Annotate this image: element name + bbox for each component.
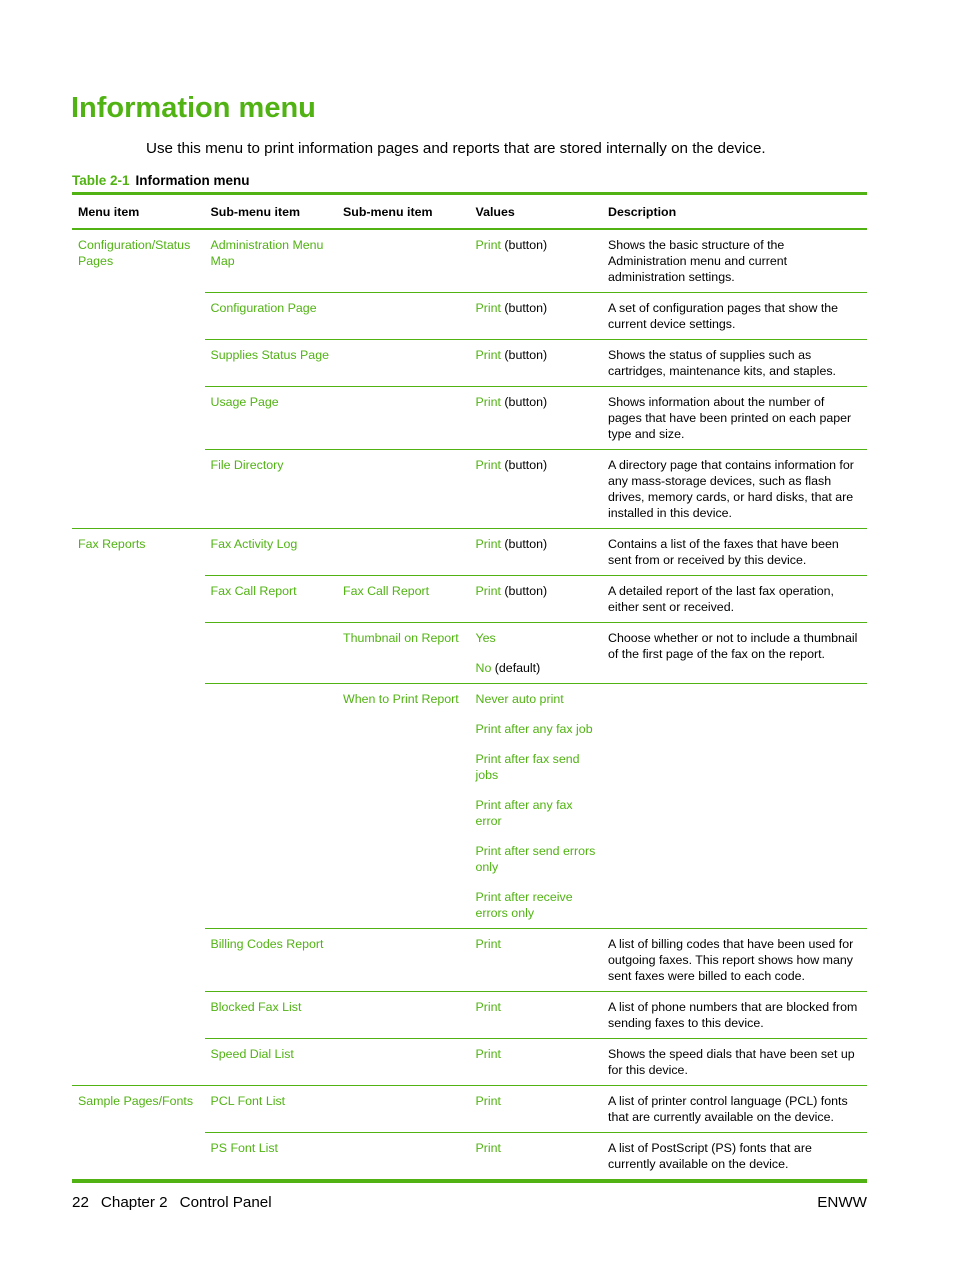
header-values: Values xyxy=(475,205,515,219)
value-option xyxy=(476,751,597,783)
table-header-row xyxy=(72,194,867,230)
description-cell xyxy=(602,684,867,929)
description-cell: Shows the speed dials that have been set up for this device. xyxy=(602,1039,867,1086)
value-link[interactable]: Print xyxy=(475,537,501,551)
sub-menu-item-2-cell[interactable] xyxy=(337,1039,470,1086)
menu-item-cell[interactable]: Fax Reports xyxy=(72,529,205,576)
description-cell: A list of printer control language (PCL) fonts that are currently available on the device. xyxy=(602,1086,867,1133)
values-cell xyxy=(470,576,603,623)
menu-item-cell[interactable] xyxy=(72,623,205,684)
description-cell: A set of configuration pages that show the current device settings. xyxy=(602,293,867,340)
value-option xyxy=(476,347,597,363)
value-note: (button) xyxy=(500,348,548,362)
table-title: Information menu xyxy=(135,173,250,188)
values-cell xyxy=(470,684,603,929)
value-option xyxy=(476,936,597,952)
sub-menu-item-cell[interactable]: Administration Menu Map xyxy=(210,238,324,268)
information-menu-table xyxy=(72,192,867,1183)
sub-menu-item-2-cell[interactable]: Fax Call Report xyxy=(337,576,470,623)
menu-item-cell[interactable] xyxy=(72,340,205,387)
page-number: 22 xyxy=(72,1194,89,1211)
table-caption xyxy=(72,172,250,190)
value-option xyxy=(476,1093,597,1109)
sub-menu-item-2-cell[interactable]: When to Print Report xyxy=(337,684,470,929)
value-option xyxy=(476,1046,597,1062)
table-row xyxy=(72,229,867,293)
value-link[interactable]: Print after send errors only xyxy=(475,844,596,874)
value-link[interactable]: Print xyxy=(475,1047,501,1061)
table-row xyxy=(72,1039,867,1086)
value-option xyxy=(476,394,597,410)
page-footer-left xyxy=(72,1193,284,1213)
value-option xyxy=(476,583,597,599)
header-sub-menu-item-2: Sub-menu item xyxy=(343,205,433,219)
table-row xyxy=(72,529,867,576)
table-row xyxy=(72,1133,867,1182)
value-option xyxy=(476,457,597,473)
description-cell: Contains a list of the faxes that have been sent from or received by this device. xyxy=(602,529,867,576)
table-row xyxy=(72,340,867,387)
sub-menu-item-2-cell[interactable] xyxy=(337,929,470,992)
value-link[interactable]: Print xyxy=(475,1094,501,1108)
value-link[interactable]: Print xyxy=(475,395,501,409)
header-description: Description xyxy=(608,205,677,219)
values-cell xyxy=(470,992,603,1039)
sub-menu-item-cell[interactable]: File Directory xyxy=(205,450,338,529)
value-link[interactable]: Print xyxy=(475,584,501,598)
sub-menu-item-2-cell[interactable] xyxy=(337,1133,470,1182)
sub-menu-item-cell[interactable]: Speed Dial List xyxy=(205,1039,338,1086)
values-cell xyxy=(470,1039,603,1086)
footer-chapter: Chapter 2 xyxy=(100,1194,168,1211)
values-cell xyxy=(470,1133,603,1182)
value-link[interactable]: Print after receive errors only xyxy=(475,890,573,920)
values-cell xyxy=(470,387,603,450)
sub-menu-item-cell[interactable]: Usage Page xyxy=(205,387,338,450)
values-cell xyxy=(470,293,603,340)
description-cell: A list of phone numbers that are blocked from sending faxes to this device. xyxy=(602,992,867,1039)
value-link[interactable]: Print after fax send jobs xyxy=(475,752,580,782)
sub-menu-item-2-cell[interactable] xyxy=(337,293,470,340)
sub-menu-item-2-cell[interactable] xyxy=(337,992,470,1039)
sub-menu-item-cell[interactable]: PS Font List xyxy=(205,1133,338,1182)
header-menu-item: Menu item xyxy=(78,205,140,219)
value-link[interactable]: Print xyxy=(475,937,501,951)
value-link[interactable]: Print xyxy=(475,458,501,472)
value-note: (button) xyxy=(500,395,548,409)
value-option xyxy=(476,237,597,253)
value-link[interactable]: Never auto print xyxy=(475,692,564,706)
value-link[interactable]: Print xyxy=(475,1141,501,1155)
sub-menu-item-2-cell[interactable] xyxy=(337,229,470,293)
menu-item-cell[interactable] xyxy=(72,992,205,1039)
table-row xyxy=(72,387,867,450)
menu-item-cell[interactable] xyxy=(72,293,205,340)
sub-menu-item-cell[interactable] xyxy=(205,623,338,684)
sub-menu-item-2-cell[interactable] xyxy=(337,1086,470,1133)
value-option xyxy=(476,536,597,552)
values-cell xyxy=(470,1086,603,1133)
table-body xyxy=(72,229,867,1181)
value-link[interactable]: Print xyxy=(475,238,501,252)
value-link[interactable]: No xyxy=(475,661,492,675)
value-option xyxy=(476,630,597,646)
menu-item-cell[interactable] xyxy=(72,1133,205,1182)
value-option xyxy=(476,1140,597,1156)
value-option xyxy=(476,660,597,676)
value-option xyxy=(476,300,597,316)
value-note: (button) xyxy=(500,458,548,472)
sub-menu-item-cell[interactable]: PCL Font List xyxy=(205,1086,338,1133)
description-cell: Choose whether or not to include a thumbnail of the first page of the fax on the report. xyxy=(602,623,867,684)
table-row xyxy=(72,623,867,684)
table-row xyxy=(72,1086,867,1133)
values-cell xyxy=(470,623,603,684)
sub-menu-item-2-cell[interactable] xyxy=(337,529,470,576)
footer-section: Control Panel xyxy=(179,1194,272,1211)
header-sub-menu-item-1: Sub-menu item xyxy=(210,205,300,219)
value-link[interactable]: Print after any fax job xyxy=(475,722,593,736)
value-link[interactable]: Print xyxy=(475,348,501,362)
value-link[interactable]: Yes xyxy=(475,631,496,645)
value-option xyxy=(476,999,597,1015)
table-row xyxy=(72,576,867,623)
menu-item-cell[interactable] xyxy=(72,450,205,529)
intro-paragraph: Use this menu to print information pages and reports that are stored internally on the device. xyxy=(146,140,766,157)
description-cell: A directory page that contains information for any mass-storage devices, such as flash drives, memory cards, or hard disks, that are installed in this device. xyxy=(602,450,867,529)
value-link[interactable]: Print after any fax error xyxy=(475,798,573,828)
values-cell xyxy=(470,340,603,387)
description-cell: A list of PostScript (PS) fonts that are currently available on the device. xyxy=(602,1133,867,1182)
table-row xyxy=(72,684,867,929)
description-cell: A list of billing codes that have been used for outgoing faxes. This report shows how many sent faxes were billed to each code. xyxy=(602,929,867,992)
menu-item-cell[interactable]: Configuration/Status Pages xyxy=(78,238,191,268)
value-option xyxy=(476,691,597,707)
description-cell: Shows information about the number of pages that have been printed on each paper type and size. xyxy=(602,387,867,450)
menu-item-cell[interactable] xyxy=(72,1039,205,1086)
table-number: Table 2-1 xyxy=(72,173,130,188)
value-note: (button) xyxy=(500,238,548,252)
menu-item-cell[interactable]: Sample Pages/Fonts xyxy=(72,1086,205,1133)
sub-menu-item-2-cell[interactable] xyxy=(337,340,470,387)
menu-item-cell[interactable] xyxy=(72,684,205,929)
menu-item-cell[interactable] xyxy=(72,576,205,623)
table-row xyxy=(72,293,867,340)
value-note: (button) xyxy=(500,301,548,315)
description-cell: A detailed report of the last fax operation, either sent or received. xyxy=(602,576,867,623)
sub-menu-item-2-cell[interactable]: Thumbnail on Report xyxy=(337,623,470,684)
table-row xyxy=(72,450,867,529)
page-footer-right: ENWW xyxy=(817,1194,867,1211)
sub-menu-item-cell[interactable]: Fax Activity Log xyxy=(205,529,338,576)
values-cell xyxy=(470,529,603,576)
value-link[interactable]: Print xyxy=(475,1000,501,1014)
value-note: (button) xyxy=(500,537,548,551)
sub-menu-item-cell[interactable]: Supplies Status Page xyxy=(205,340,338,387)
description-cell: Shows the status of supplies such as cartridges, maintenance kits, and staples. xyxy=(602,340,867,387)
value-option xyxy=(476,797,597,829)
sub-menu-item-cell[interactable]: Fax Call Report xyxy=(205,576,338,623)
values-cell xyxy=(470,929,603,992)
menu-item-cell[interactable] xyxy=(72,929,205,992)
value-option xyxy=(476,889,597,921)
sub-menu-item-cell[interactable]: Billing Codes Report xyxy=(205,929,338,992)
page-title: Information menu xyxy=(71,92,316,124)
sub-menu-item-cell[interactable] xyxy=(205,684,338,929)
sub-menu-item-cell[interactable]: Blocked Fax List xyxy=(205,992,338,1039)
values-cell xyxy=(470,450,603,529)
table-row xyxy=(72,992,867,1039)
values-cell xyxy=(470,229,603,293)
sub-menu-item-2-cell[interactable] xyxy=(337,450,470,529)
value-link[interactable]: Print xyxy=(475,301,501,315)
value-note: (default) xyxy=(491,661,541,675)
value-option xyxy=(476,843,597,875)
value-option xyxy=(476,721,597,737)
value-note: (button) xyxy=(500,584,548,598)
description-cell: Shows the basic structure of the Administration menu and current administration settings. xyxy=(608,238,788,284)
table-row xyxy=(72,929,867,992)
sub-menu-item-2-cell[interactable] xyxy=(337,387,470,450)
sub-menu-item-cell[interactable]: Configuration Page xyxy=(205,293,338,340)
menu-item-cell[interactable] xyxy=(72,387,205,450)
